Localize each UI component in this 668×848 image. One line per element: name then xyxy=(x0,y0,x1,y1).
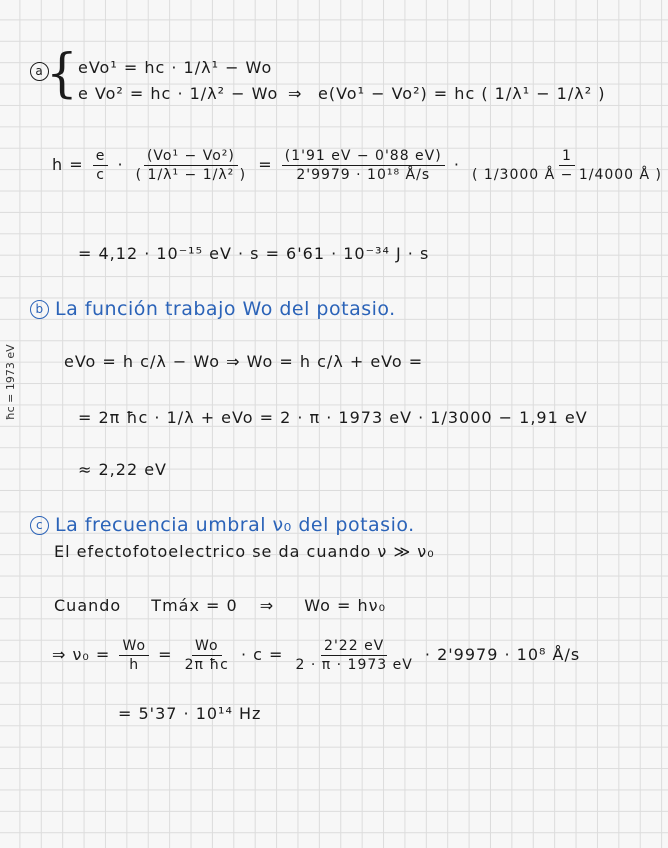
planck-derivation: h = $\frac{e}{c}$ · $\frac{\text{(Vo¹ − Vo²)}}{\text{( 1/λ¹ − 1/λ² )}}$ = $\frac{(1'91 eV - 0'88 eV)}{\text{2'9979 · 10¹⁸ Å/s}}$ · $\frac{1}{( 1/3000 Å - 1/4000 Å )}$ xyxy=(52,148,668,183)
fraction-voltage-over-wavelength: $\frac{\text{(Vo¹ − Vo²)}}{\text{( 1/λ¹ − 1/λ² )}}$ xyxy=(135,148,247,183)
photoelectric-condition: El efectofotoelectrico se da cuando ν ≫ ν₀ xyxy=(54,542,435,561)
hc-side-note: ħc = 1973 eV xyxy=(4,344,17,420)
part-a-marker: a xyxy=(30,62,55,81)
implies-arrow: ⇒ xyxy=(288,84,303,103)
part-c-title: c La frecuencia umbral ν₀ del potasio. xyxy=(30,514,415,536)
threshold-condition: Cuando Tmáx = 0 ⇒ Wo = hν₀ xyxy=(54,596,387,615)
fraction-e-over-c: $\frac{e}{c}$ xyxy=(93,148,109,183)
work-function-line-2: = 2π ħc · 1/λ + eVo = 2 · π · 1973 eV · 1/3000 − 1,91 eV xyxy=(78,408,588,427)
fraction-wo-over-h: $\frac{Wo}{h}$ xyxy=(119,638,149,673)
system-brace: { xyxy=(46,42,78,104)
threshold-frequency-derivation: ⇒ ν₀ = $\frac{Wo}{h}$ = $\frac{Wo}{\text{2π ħc}}$ · c = $\frac{2'22 eV}{2 \cdot \pi \cdot 1973 eV}$ · 2'9979 · 10⁸ Å/s xyxy=(52,638,581,673)
part-c-marker: c xyxy=(30,516,49,535)
fraction-numeric-wavelength: $\frac{1}{( 1/3000 Å - 1/4000 Å )}$ xyxy=(472,148,663,183)
work-function-result: ≈ 2,22 eV xyxy=(78,460,167,479)
part-b-marker: b xyxy=(30,300,49,319)
fraction-wo-over-2pi-hc: $\frac{Wo}{\text{2π ħc}}$ xyxy=(184,638,229,673)
planck-result: = 4,12 · 10⁻¹⁵ eV · s = 6'61 · 10⁻³⁴ J · s xyxy=(78,244,430,263)
threshold-frequency-result: = 5'37 · 10¹⁴ Hz xyxy=(118,704,262,723)
fraction-numeric-voltage: $\frac{(1'91 eV - 0'88 eV)}{\text{2'9979 · 10¹⁸ Å/s}}$ xyxy=(282,148,445,183)
equation-1: eVo¹ = hc · 1/λ¹ − Wo xyxy=(78,58,273,77)
h-lhs: h = xyxy=(52,155,84,174)
work-function-line-1: eVo = h c/λ − Wo ⇒ Wo = h c/λ + eVo = xyxy=(64,352,424,371)
fraction-numeric-energy: $\frac{2'22 eV}{2 \cdot \pi \cdot 1973 eV}$ xyxy=(295,638,413,673)
equation-2: e Vo² = hc · 1/λ² − Wo xyxy=(78,84,279,103)
combined-equation: e(Vo¹ − Vo²) = hc ( 1/λ¹ − 1/λ² ) xyxy=(318,84,606,103)
part-b-title: b La función trabajo Wo del potasio. xyxy=(30,298,396,320)
